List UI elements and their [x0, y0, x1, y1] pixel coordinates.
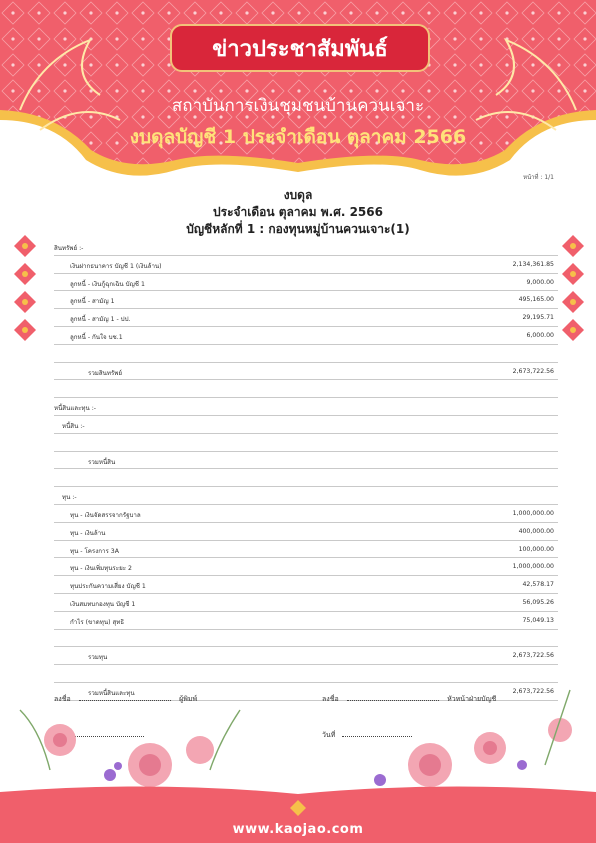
organization-name: สถาบันการเงินชุมชนบ้านควนเจาะ [171, 96, 425, 116]
row-label: ทุนประกันความเสี่ยง บัญชี 1 [70, 583, 146, 591]
row-label: ทุน - เงินล้าน [70, 529, 106, 537]
table-row [54, 576, 558, 594]
table-row [54, 291, 558, 309]
right-ornament [562, 235, 584, 480]
row-label: หนี้สินและทุน :- [54, 405, 97, 413]
row-label: รวมหนี้สินและทุน [88, 689, 135, 697]
row-value: 42,578.17 [522, 581, 554, 589]
table-row [54, 594, 558, 612]
sign-label: ลงชื่อ [322, 695, 339, 703]
sign-label: ลงชื่อ [54, 695, 71, 703]
table-row [54, 505, 558, 523]
row-value: 56,095.26 [522, 598, 554, 606]
row-label: หนี้สิน :- [62, 422, 85, 430]
table-row [54, 416, 558, 434]
table-row [54, 309, 558, 327]
table-row [54, 345, 558, 363]
table-row [54, 363, 558, 381]
row-value: 75,049.13 [522, 616, 554, 624]
row-value: 2,134,361.85 [512, 260, 554, 268]
row-value: 1,000,000.00 [512, 563, 554, 571]
row-value: 9,000.00 [526, 278, 554, 286]
row-label: รวมสินทรัพย์ [88, 369, 122, 377]
date-label: วันที่ [322, 731, 336, 739]
left-ornament [14, 235, 36, 480]
table-row [54, 523, 558, 541]
row-label: ทุน - โครงการ 3A [70, 547, 119, 555]
table-row [54, 452, 558, 470]
balance-table [54, 238, 558, 701]
table-row [54, 398, 558, 416]
row-label: เงินสมทบกองทุน บัญชี 1 [70, 600, 136, 608]
row-label: รวมหนี้สิน [88, 458, 116, 466]
row-value: 2,673,722.56 [512, 652, 554, 660]
row-value: 2,673,722.56 [512, 367, 554, 375]
report-title: งบดุลบัญชี 1 ประจำเดือน ตุลาคม 2566 [129, 126, 467, 148]
row-label: กำไร (ขาดทุน) สุทธิ [70, 618, 125, 626]
table-row [54, 469, 558, 487]
table-row [54, 647, 558, 665]
row-value: 100,000.00 [518, 545, 554, 553]
doc-period: ประจำเดือน ตุลาคม พ.ศ. 2566 [213, 205, 383, 219]
table-row [54, 612, 558, 630]
row-label: เงินฝากธนาคาร บัญชี 1 (เงินล้าน) [70, 262, 162, 270]
table-row [54, 558, 558, 576]
table-row [54, 238, 558, 256]
row-value: 1,000,000.00 [512, 509, 554, 517]
table-row [54, 274, 558, 292]
row-label: ทุน - เงินเพิ่มทุนระยะ 2 [70, 565, 132, 573]
header [0, 0, 596, 185]
table-row [54, 434, 558, 452]
row-label: ลูกหนี้ - เงินกู้ฉุกเฉิน บัญชี 1 [70, 280, 145, 288]
row-value: 495,165.00 [518, 296, 554, 304]
doc-heading: งบดุล [283, 188, 313, 202]
row-label: สินทรัพย์ :- [54, 245, 84, 252]
row-value: 29,195.71 [522, 314, 554, 322]
row-value: 400,000.00 [518, 527, 554, 535]
page-number: หน้าที่ : 1/1 [523, 174, 554, 181]
row-label: ทุน - เงินจัดสรรจากรัฐบาล [70, 511, 141, 519]
row-value: 6,000.00 [526, 331, 554, 339]
table-row [54, 541, 558, 559]
right-signer-role: หัวหน้าฝ่ายบัญชี [447, 695, 497, 703]
header-banner: ข่าวประชาสัมพันธ์ [170, 24, 430, 72]
left-signer-role: ผู้พิมพ์ [179, 695, 198, 703]
table-row [54, 487, 558, 505]
table-row [54, 256, 558, 274]
row-label: ทุน :- [62, 494, 77, 502]
website-link[interactable]: www.kaojao.com [232, 822, 364, 837]
row-label: ลูกหนี้ - กันใจ บช.1 [70, 333, 123, 341]
doc-account: บัญชีหลักที่ 1 : กองทุนหมู่บ้านควนเจาะ(1) [186, 222, 410, 236]
row-label: ลูกหนี้ - สามัญ 1 [70, 298, 115, 306]
table-row [54, 630, 558, 648]
row-label: ลูกหนี้ - สามัญ 1 - ปป. [70, 316, 131, 324]
row-label: รวมทุน [88, 654, 108, 662]
table-row [54, 380, 558, 398]
row-value: 2,673,722.56 [512, 687, 554, 695]
table-row [54, 327, 558, 345]
